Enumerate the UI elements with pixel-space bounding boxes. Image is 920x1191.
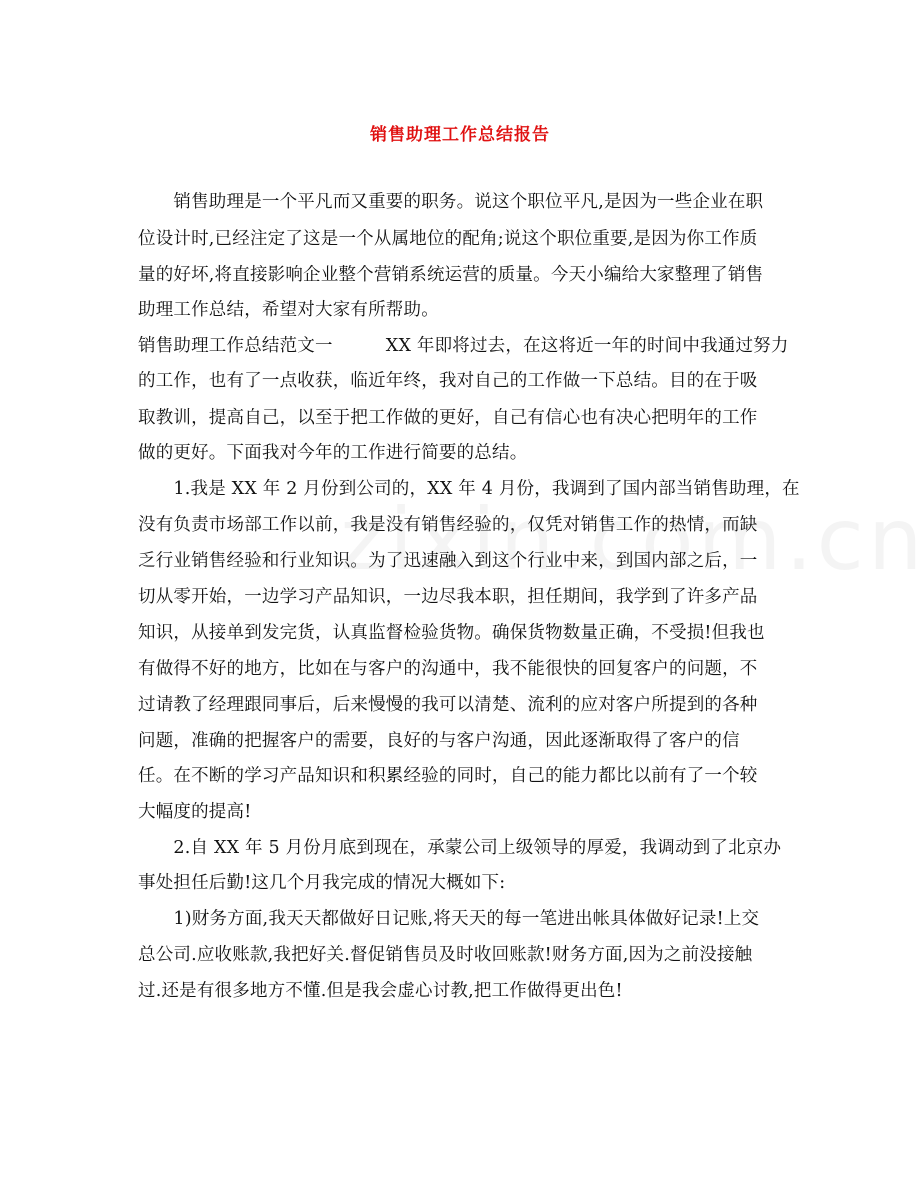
text-line: 2.自 XX 年 5 月份月底到现在，承蒙公司上级领导的厚爱，我调动到了北京办 [138,838,782,858]
text-line: 取教训，提高自己，以至于把工作做的更好，自己有信心也有决心把明年的工作 [138,408,758,428]
text-line: 总公司.应收账款,我把好关.督促销售员及时收回账款!财务方面,因为之前没接触 [138,945,753,965]
text-line: 过.还是有很多地方不懂.但是我会虚心讨教,把工作做得更出色! [138,981,623,1001]
text-line: 位设计时,已经注定了这是一个从属地位的配角;说这个职位重要,是因为你工作质 [138,229,758,249]
text-line: 销售助理工作总结范文一 XX 年即将过去，在这将近一年的时间中我通过努力 [138,336,789,356]
text-line: 大幅度的提高! [138,802,252,822]
text-line: 任。在不断的学习产品知识和积累经验的同时，自己的能力都比以前有了一个较 [138,766,758,786]
text-line: 做的更好。下面我对今年的工作进行简要的总结。 [138,443,528,463]
text-line: 销售助理是一个平凡而又重要的职务。说这个职位平凡,是因为一些企业在职 [138,192,764,212]
text-line: 事处担任后勤!这几个月我完成的情况大概如下: [138,873,506,893]
text-line: 量的好坏,将直接影响企业整个营销系统运营的质量。今天小编给大家整理了销售 [138,265,764,285]
text-line: 知识，从接单到发完货，认真监督检验货物。确保货物数量正确，不受损!但我也 [138,623,765,643]
text-line: 过请教了经理跟同事后，后来慢慢的我可以清楚、流利的应对客户所提到的各种 [138,695,758,715]
text-line: 没有负责市场部工作以前，我是没有销售经验的，仅凭对销售工作的热情，而缺 [138,515,758,535]
document-title: 销售助理工作总结报告 [370,125,550,145]
text-line: 助理工作总结，希望对大家有所帮助。 [138,300,439,320]
text-line: 问题，准确的把握客户的需要，良好的与客户沟通，因此逐渐取得了客户的信 [138,731,740,751]
text-line: 1)财务方面,我天天都做好日记账,将天天的每一笔进出帐具体做好记录!上交 [138,909,760,929]
text-line: 1.我是 XX 年 2 月份到公司的，XX 年 4 月份，我调到了国内部当销售助理，在 [138,479,800,499]
text-line: 的工作，也有了一点收获，临近年终，我对自己的工作做一下总结。目的在于吸 [138,371,758,391]
watermark [340,490,920,590]
text-line: 乏行业销售经验和行业知识。为了迅速融入到这个行业中来，到国内部之后，一 [138,551,758,571]
text-line: 有做得不好的地方，比如在与客户的沟通中，我不能很快的回复客户的问题，不 [138,659,758,679]
text-line: 切从零开始，一边学习产品知识，一边尽我本职，担任期间，我学到了许多产品 [138,587,758,607]
